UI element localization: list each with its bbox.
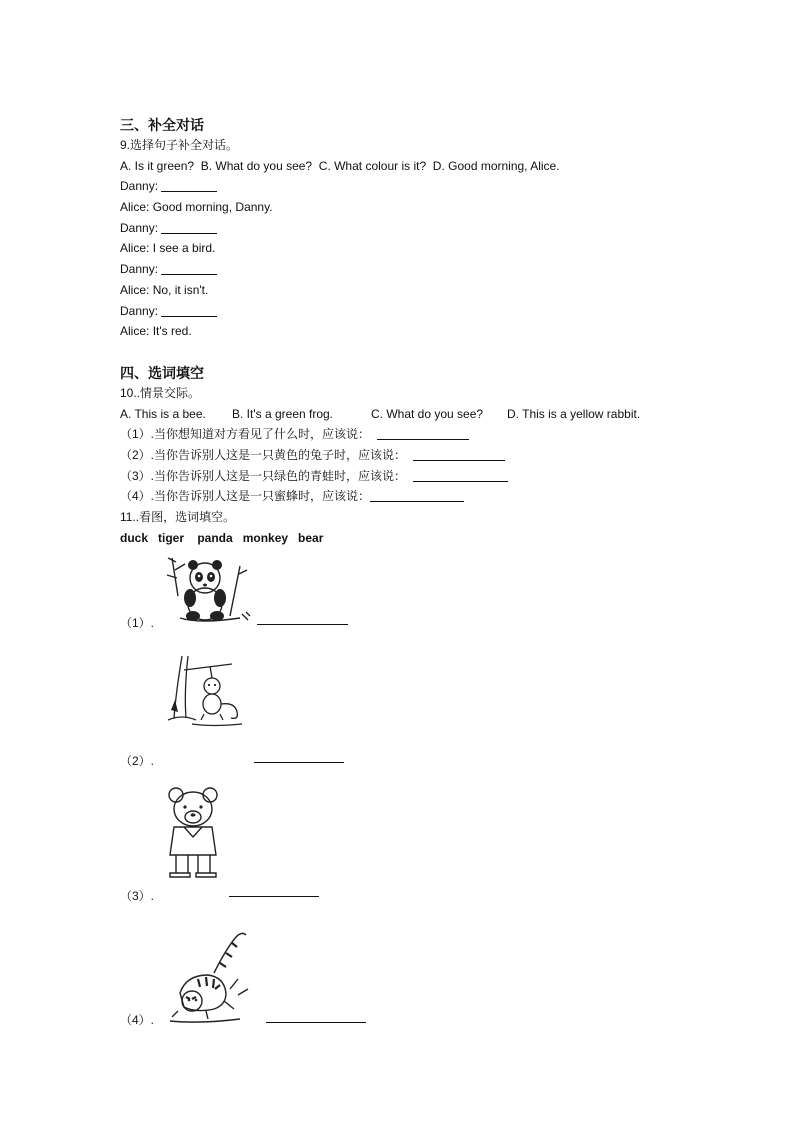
- q11-item-label: （4）.: [120, 1013, 155, 1028]
- dialog-line-8: [120, 321, 740, 342]
- panda-icon: [160, 556, 254, 626]
- dialog-text: No, it isn't.: [152, 282, 209, 297]
- q11-item-1: [120, 548, 740, 648]
- q11-item-4: [120, 925, 740, 1035]
- q9-title: 9.选择句子补全对话。: [120, 138, 239, 152]
- q10-option-c: C. What do you see?: [371, 406, 484, 421]
- q11-word-bank: duck tiger panda monkey bear: [120, 530, 324, 545]
- speaker: Alice:: [120, 282, 150, 297]
- bear-icon: [162, 785, 226, 885]
- dialog-line-7: [120, 301, 740, 322]
- q11-item-3: [120, 785, 740, 925]
- dialog: [120, 176, 740, 342]
- answer-blank[interactable]: [266, 1022, 366, 1023]
- dialog-text: It's red.: [152, 324, 192, 339]
- q10-item-2: （2）.当你告诉别人这是一只黄色的兔子时，应该说：: [120, 445, 740, 466]
- dialog-line-5: [120, 259, 740, 280]
- speaker: Alice:: [120, 324, 150, 339]
- answer-blank[interactable]: [254, 762, 344, 763]
- dialog-line-6: [120, 280, 740, 301]
- answer-blank[interactable]: [413, 469, 508, 482]
- answer-blank[interactable]: [161, 262, 217, 275]
- dialog-line-2: [120, 197, 740, 218]
- answer-blank[interactable]: [377, 427, 469, 440]
- answer-blank[interactable]: [161, 304, 217, 317]
- speaker: Alice:: [120, 241, 150, 256]
- q10-title: 10..情景交际。: [120, 385, 201, 400]
- monkey-icon: [162, 652, 252, 730]
- tiger-icon: [166, 929, 256, 1025]
- dialog-line-4: [120, 238, 740, 259]
- q10-option-d: D. This is a yellow rabbit.: [507, 406, 641, 421]
- dialog-line-3: [120, 218, 740, 239]
- speaker: Danny:: [120, 179, 159, 194]
- answer-blank[interactable]: [370, 489, 464, 502]
- answer-blank[interactable]: [413, 448, 505, 461]
- answer-blank[interactable]: [161, 221, 217, 234]
- q11-item-label: （3）.: [120, 889, 155, 904]
- section-4-heading: 四、选词填空: [120, 364, 204, 381]
- speaker: Danny:: [120, 262, 159, 277]
- q11-item-2: [120, 648, 740, 785]
- speaker: Danny:: [120, 303, 159, 318]
- answer-blank[interactable]: [161, 179, 217, 192]
- q10-item-3: （3）.当你告诉别人这是一只绿色的青蛙时，应该说：: [120, 466, 740, 487]
- answer-blank[interactable]: [257, 624, 348, 625]
- section-3-heading: 三、补全对话: [120, 117, 204, 133]
- speaker: Danny:: [120, 220, 159, 235]
- dialog-text: Good morning, Danny.: [152, 200, 273, 215]
- worksheet-page: [120, 115, 740, 1035]
- q10-option-b: B. It's a green frog.: [232, 406, 334, 421]
- q10-options: [120, 404, 740, 425]
- speaker: Alice:: [120, 200, 150, 215]
- answer-blank[interactable]: [229, 896, 319, 897]
- q11-title: 11..看图，选词填空。: [120, 510, 236, 524]
- q11-item-label: （1）.: [120, 616, 155, 631]
- q10-item-4: （4）.当你告诉别人这是一只蜜蜂时，应该说：: [120, 486, 740, 507]
- q10-item-1: （1）.当你想知道对方看见了什么时，应该说：: [120, 424, 740, 445]
- q11-item-label: （2）.: [120, 754, 155, 769]
- q10-option-a: A. This is a bee.: [120, 406, 206, 421]
- q9-options: A. Is it green? B. What do you see? C. What colour is it? D. Good morning, Alice.: [120, 158, 560, 173]
- dialog-line-1: [120, 176, 740, 197]
- dialog-text: I see a bird.: [152, 241, 216, 256]
